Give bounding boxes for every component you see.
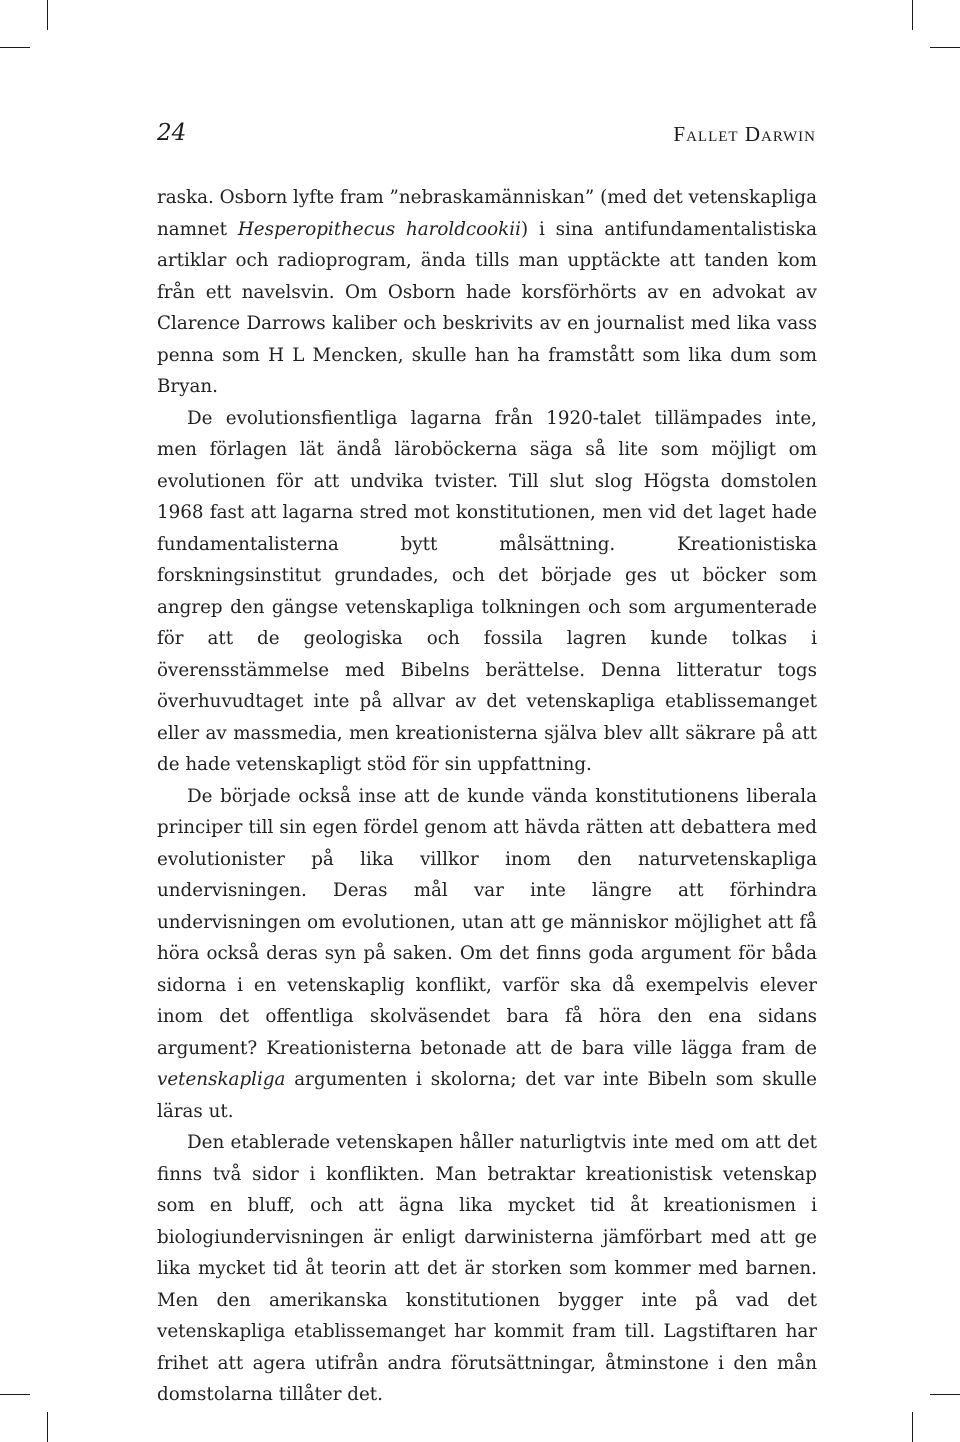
paragraph-1-italic-species-name: Hesperopithecus haroldcookii bbox=[237, 218, 521, 240]
crop-mark-bottom-left-horizontal bbox=[0, 1394, 30, 1395]
crop-mark-bottom-right-horizontal bbox=[930, 1394, 960, 1395]
paragraph-3-text-a: De började också inse att de kunde vända konstitutionens liberala principer till sin egen fördel genom att hävda rätten att debattera med evolutionister på lika villkor inom den naturvetenskapliga undervisningen. Deras mål var inte längre att förhindra undervisningen om evolutionen, utan att ge människor möjlighet att få höra också deras syn på saken. Om det finns goda argument för båda sidorna i en vetenskaplig konflikt, varför ska då exempelvis elever inom det offentliga skolväsendet bara få höra den ena sidans argument? Kreationisterna betonade att de bara ville lägga fram de bbox=[157, 785, 817, 1059]
running-title: Fallet Darwin bbox=[673, 122, 816, 146]
crop-mark-top-right-horizontal bbox=[930, 47, 960, 48]
paragraph-1 bbox=[157, 182, 817, 403]
paragraph-3-italic-word: vetenskapliga bbox=[157, 1069, 286, 1090]
paragraph-4: Den etablerade vetenskapen håller naturligtvis inte med om att det finns två sidor i konflikten. Man betraktar kreationistisk vetenskap som en bluff, och att ägna lika mycket tid åt kreationismen i biologiundervisningen är enligt darwinisterna jämförbart med att ge lika mycket tid åt teorin att det är storken som kommer med barnen. Men den amerikanska konstitutionen bygger inte på vad det vetenskapliga etablissemanget har kommit fram till. Lagstiftaren har frihet att agera utifrån andra förutsättningar, åtminstone i den mån domstolarna tillåter det. bbox=[157, 1132, 817, 1405]
paragraph-3 bbox=[157, 781, 817, 1128]
paragraph-2: De evolutionsfientliga lagarna från 1920-talet tillämpades inte, men förlagen lät ändå läroböckerna säga så lite som möjligt om evolutionen för att undvika tvister. Till slut slog Högsta domstolen 1968 fast att lagarna stred mot konstitutionen, men vid det laget hade fundamentalisterna bytt målsättning. Kreationistiska forskningsinstitut grundades, och det började ges ut böcker som angrep den gängse vetenskapliga tolkningen och som argumenterade för att de geologiska och fossila lagren kunde tolkas i överensstämmelse med Bibelns berättelse. Denna litteratur togs överhuvudtaget inte på allvar av det vetenskapliga etablissemanget eller av massmedia, men kreationisterna själva blev allt säkrare på att de hade vetenskapligt stöd för sin uppfattning. bbox=[157, 407, 817, 775]
paragraph-3-text-b: argumenten i skolorna; det var inte Bibeln som skulle läras ut. bbox=[157, 1069, 817, 1122]
page-number: 24 bbox=[157, 120, 187, 146]
crop-mark-top-right-vertical bbox=[912, 0, 913, 30]
crop-mark-top-left-vertical bbox=[47, 0, 48, 30]
crop-mark-bottom-left-vertical bbox=[47, 1412, 48, 1442]
paragraph-1-text-b: ) i sina antifundamentalistiska artiklar och radioprogram, ända tills man upptäckte att tanden kom från ett navelsvin. Om Osborn hade korsförhörts av en advokat av Clarence Darrows kaliber och beskrivits av en journalist med lika vass penna som H L Mencken, skulle han ha framstått som lika dum som Bryan. bbox=[157, 218, 817, 397]
body-text bbox=[157, 182, 817, 1411]
crop-mark-top-left-horizontal bbox=[0, 47, 30, 48]
paragraph-1-text-a: raska. Osborn lyfte fram ”nebraskamänniskan” (med det vetenskapliga namnet bbox=[157, 187, 817, 240]
crop-mark-bottom-right-vertical bbox=[912, 1412, 913, 1442]
